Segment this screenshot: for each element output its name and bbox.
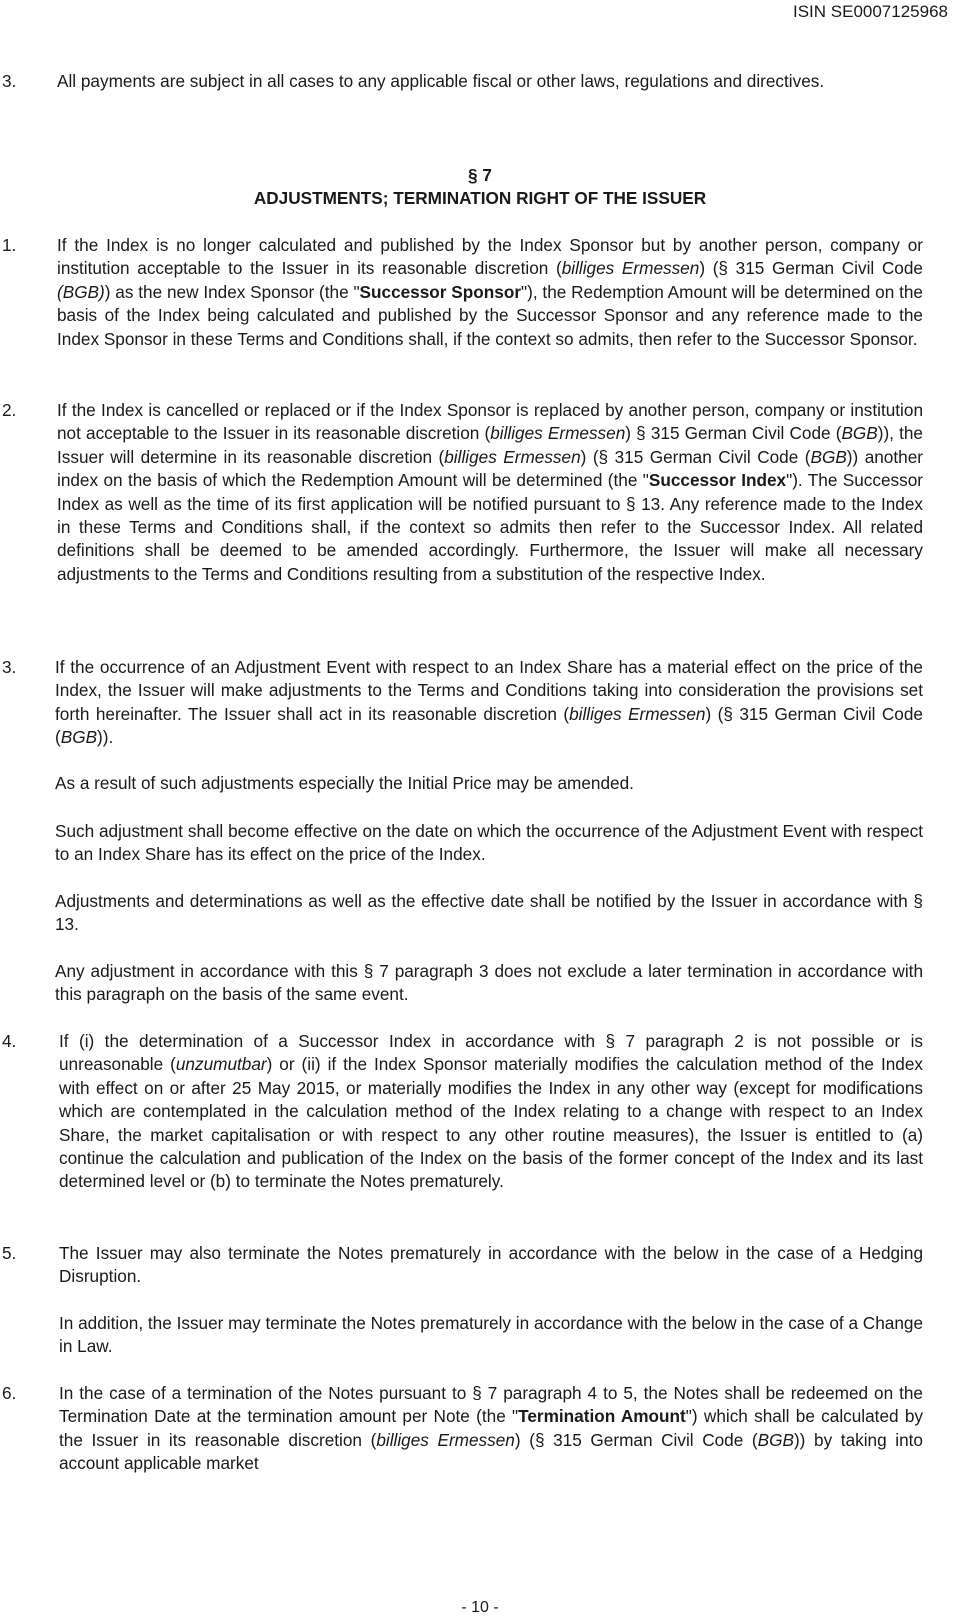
paragraph-text: If (i) the determination of a Successor Index in accordance with § 7 paragraph 2 is not possible or is unreasonable (unzumutbar) or (ii) if the Index Sponsor materially modifies the calculation method of the Index with effect on or after 25 May 2015, or materially modifies the Index in any other way (except for modifications which are contemplated in the calculation method of the Index relating to a change with respect to an Index Share, the market capitalisation or with respect to any other routine measures), the Issuer is entitled to (a) continue the calculation and publication of the Index on the basis of the former concept of the Index and its last determined level or (b) to terminate the Notes prematurely. bbox=[59, 1031, 923, 1192]
paragraph-number: 5. bbox=[2, 1243, 17, 1263]
paragraph-number: 3. bbox=[2, 71, 17, 91]
paragraph-number: 3. bbox=[2, 657, 17, 677]
isin-header: ISIN SE0007125968 bbox=[792, 2, 948, 21]
section-number: § 7 bbox=[468, 165, 492, 185]
paragraph-text: As a result of such adjustments especially the Initial Price may be amended. bbox=[55, 773, 634, 793]
paragraph-text: Such adjustment shall become effective on the date on which the occurrence of the Adjustment Event with respect to an Index Share has its effect on the price of the Index. bbox=[55, 821, 923, 865]
paragraph-text: If the Index is no longer calculated and published by the Index Sponsor but by another person, company or institution acceptable to the Issuer in its reasonable discretion (billiges Ermessen) (§ 315 German Civil Code (BGB)) as the new Index Sponsor (the "Successor Sponsor"), the Redemption Amount will be determined on the basis of the Index being calculated and published by the Successor Sponsor and any reference made to the Index Sponsor in these Terms and Conditions shall, if the context so admits, then refer to the Successor Sponsor. bbox=[57, 235, 923, 349]
paragraph-text: If the Index is cancelled or replaced or if the Index Sponsor is replaced by another person, company or institution not acceptable to the Issuer in its reasonable discretion (billiges Ermessen) § 315 German Civil Code (BGB)), the Issuer will determine in its reasonable discretion (billiges Ermessen) (§ 315 German Civil Code (BGB)) another index on the basis of which the Redemption Amount will be determined (the "Successor Index"). The Successor Index as well as the time of its first application will be notified pursuant to § 13. Any reference made to the Index in these Terms and Conditions shall, if the context so admits then refer to the Successor Index. All related definitions shall be deemed to be amended accordingly. Furthermore, the Issuer will make all necessary adjustments to the Terms and Conditions resulting from a substitution of the respective Index. bbox=[57, 400, 923, 584]
section-title: ADJUSTMENTS; TERMINATION RIGHT OF THE ISSUER bbox=[253, 188, 707, 208]
paragraph-number: 4. bbox=[2, 1031, 17, 1051]
paragraph-text: All payments are subject in all cases to any applicable fiscal or other laws, regulations and directives. bbox=[57, 71, 825, 91]
paragraph-text: In the case of a termination of the Notes pursuant to § 7 paragraph 4 to 5, the Notes shall be redeemed on the Termination Date at the termination amount per Note (the "Termination Amount") which shall be calculated by the Issuer in its reasonable discretion (billiges Ermessen) (§ 315 German Civil Code (BGB)) by taking into account applicable market bbox=[59, 1383, 923, 1474]
page-number: - 10 - bbox=[461, 1599, 499, 1616]
paragraph-text: If the occurrence of an Adjustment Event with respect to an Index Share has a material effect on the price of the Index, the Issuer will make adjustments to the Terms and Conditions taking into consideration the provisions set forth hereinafter. The Issuer shall act in its reasonable discretion (billiges Ermessen) (§ 315 German Civil Code (BGB)). bbox=[55, 657, 923, 748]
paragraph-text: Adjustments and determinations as well as the effective date shall be notified by the Issuer in accordance with § 13. bbox=[55, 891, 923, 935]
paragraph-number: 1. bbox=[2, 235, 17, 255]
paragraph-text: In addition, the Issuer may terminate the Notes prematurely in accordance with the below in the case of a Change in Law. bbox=[59, 1313, 923, 1357]
paragraph-number: 2. bbox=[2, 400, 17, 420]
paragraph-text: The Issuer may also terminate the Notes prematurely in accordance with the below in the case of a Hedging Disruption. bbox=[59, 1243, 923, 1287]
paragraph-number: 6. bbox=[2, 1383, 17, 1403]
paragraph-text: Any adjustment in accordance with this § 7 paragraph 3 does not exclude a later termination in accordance with this paragraph on the basis of the same event. bbox=[55, 961, 923, 1005]
